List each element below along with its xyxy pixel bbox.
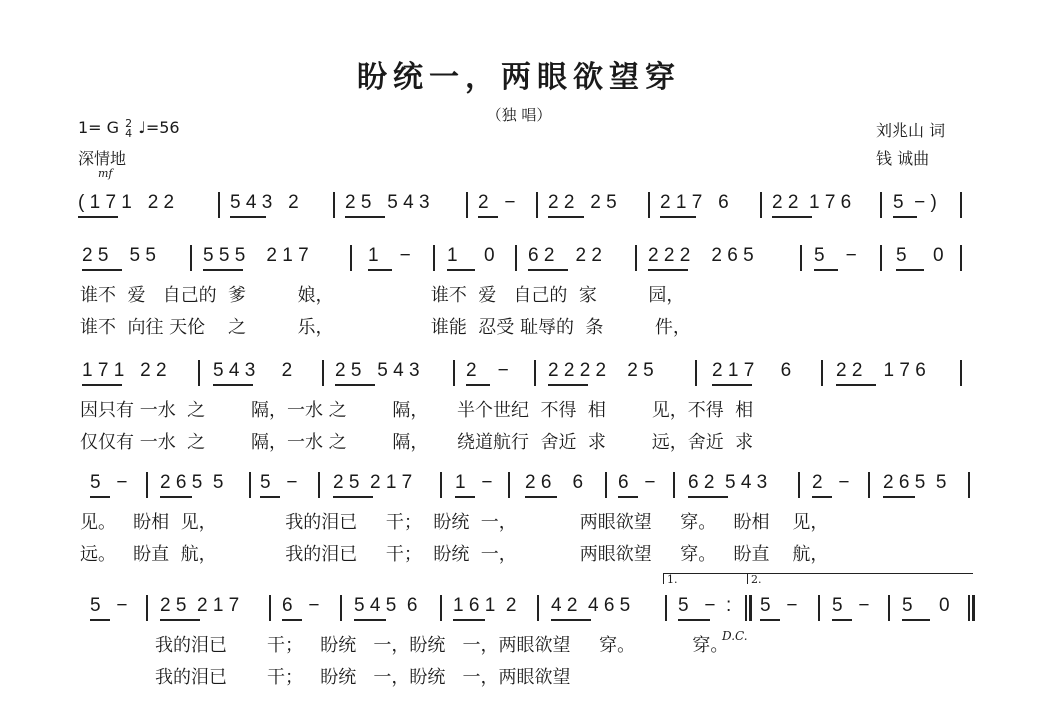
measure: 2 − — [466, 360, 509, 381]
eighth-underline — [282, 619, 302, 621]
lyric-verse-2: 仅仅有 一水 之 隔，一水 之 隔， 绕道航行 舍近 求 远，舍近 求 — [80, 432, 754, 453]
eighth-underline — [333, 496, 373, 498]
composer-credit: 钱 诚曲 — [876, 149, 930, 168]
barline — [515, 245, 517, 271]
dynamic-marking: mf — [98, 167, 113, 180]
measure: 5 0 — [902, 595, 950, 616]
barline — [648, 192, 650, 218]
volta-bracket: 1. — [663, 573, 749, 584]
barline — [146, 595, 148, 621]
measure: 2 − — [812, 472, 850, 493]
volta-bracket: 2. — [747, 573, 973, 584]
measure: 1 0 — [447, 245, 495, 266]
measure: 2 5 5 4 3 — [345, 192, 430, 213]
barline — [318, 472, 320, 498]
measure: 6 − — [282, 595, 320, 616]
eighth-underline — [335, 384, 375, 386]
measure: 4 2 4 6 5 — [551, 595, 631, 616]
barline — [968, 472, 970, 498]
eighth-underline — [814, 269, 838, 271]
barline — [968, 595, 970, 621]
measure: 2 2 2 5 — [548, 192, 617, 213]
barline — [798, 472, 800, 498]
key-signature: 1= G — [78, 118, 120, 137]
barline — [749, 595, 752, 621]
eighth-underline — [478, 216, 498, 218]
measure: 1 6 1 2 — [453, 595, 517, 616]
eighth-underline — [368, 269, 392, 271]
barline — [190, 245, 192, 271]
barline — [821, 360, 823, 386]
eighth-underline — [354, 619, 386, 621]
eighth-underline — [528, 269, 568, 271]
barline — [340, 595, 342, 621]
key-tempo — [78, 118, 180, 139]
measure: 2 2 1 7 6 — [836, 360, 926, 381]
barline — [433, 245, 435, 271]
measure: 2 5 2 1 7 — [333, 472, 413, 493]
measure: 5 − — [832, 595, 870, 616]
barline — [760, 192, 762, 218]
eighth-underline — [772, 216, 812, 218]
eighth-underline — [883, 496, 915, 498]
measure: 5 − — [760, 595, 798, 616]
barline — [218, 192, 220, 218]
measure: 5 4 3 2 — [213, 360, 293, 381]
measure: 2 2 2 2 2 5 — [548, 360, 654, 381]
eighth-underline — [836, 384, 876, 386]
eighth-underline — [453, 619, 485, 621]
measure: 2 6 5 5 — [883, 472, 947, 493]
barline — [800, 245, 802, 271]
measure: 1 − — [455, 472, 493, 493]
barline — [605, 472, 607, 498]
eighth-underline — [548, 216, 584, 218]
eighth-underline — [82, 269, 122, 271]
lyric-verse-1: 因只有 一水 之 隔，一水 之 隔， 半个世纪 不得 相 见，不得 相 — [80, 400, 754, 421]
barline — [440, 595, 442, 621]
barline — [198, 360, 200, 386]
measure: 2 5 5 5 — [82, 245, 156, 266]
measure: 1 − — [368, 245, 411, 266]
barline — [868, 472, 870, 498]
eighth-underline — [213, 384, 253, 386]
barline — [972, 595, 975, 621]
eighth-underline — [345, 216, 385, 218]
lyric-verse-2: 远。 盼直 航， 我的泪已 干； 盼统 一， 两眼欲望 穿。 盼直 航， — [80, 544, 829, 565]
eighth-underline — [893, 216, 917, 218]
eighth-underline — [160, 496, 192, 498]
measure: 2 1 7 6 — [660, 192, 729, 213]
barline — [960, 360, 962, 386]
barline — [350, 245, 352, 271]
eighth-underline — [90, 619, 110, 621]
eighth-underline — [90, 496, 110, 498]
measure: 2 5 5 4 3 — [335, 360, 420, 381]
measure: 5 5 5 2 1 7 — [203, 245, 309, 266]
eighth-underline — [618, 496, 638, 498]
barline — [269, 595, 271, 621]
barline — [322, 360, 324, 386]
measure: 5 − ) — [893, 192, 937, 213]
measure: 6 2 2 2 — [528, 245, 602, 266]
measure: 5 − — [260, 472, 298, 493]
barline — [888, 595, 890, 621]
eighth-underline — [712, 384, 752, 386]
eighth-underline — [525, 496, 557, 498]
barline — [673, 472, 675, 498]
eighth-underline — [447, 269, 475, 271]
eighth-underline — [160, 619, 200, 621]
eighth-underline — [203, 269, 243, 271]
barline — [745, 595, 747, 621]
measure: 6 2 5 4 3 — [688, 472, 768, 493]
eighth-underline — [648, 269, 688, 271]
measure: ( 1 7 1 2 2 — [78, 192, 175, 213]
barline — [960, 245, 962, 271]
barline — [534, 360, 536, 386]
measure: 5 − — [90, 472, 128, 493]
barline — [249, 472, 251, 498]
eighth-underline — [678, 619, 710, 621]
song-title: 盼统一，两眼欲望穿 — [357, 60, 681, 95]
eighth-underline — [466, 384, 490, 386]
barline — [536, 192, 538, 218]
lyric-verse-1: 见。 盼相 见， 我的泪已 干； 盼统 一， 两眼欲望 穿。 盼相 见， — [80, 512, 829, 533]
measure: 2 2 2 2 6 5 — [648, 245, 754, 266]
measure: 2 2 1 7 6 — [772, 192, 852, 213]
barline — [440, 472, 442, 498]
measure: 5 − — [90, 595, 128, 616]
barline — [635, 245, 637, 271]
lyricist-credit: 刘兆山 词 — [876, 121, 946, 140]
da-capo-marking: D.C. — [722, 629, 748, 643]
barline — [453, 360, 455, 386]
eighth-underline — [902, 619, 930, 621]
measure: 5 − : — [678, 595, 732, 616]
lyric-verse-2: 我的泪已 干； 盼统 一，盼统 一，两眼欲望 — [155, 667, 571, 688]
eighth-underline — [548, 384, 588, 386]
measure: 2 6 6 — [525, 472, 584, 493]
eighth-underline — [551, 619, 591, 621]
barline — [695, 360, 697, 386]
measure: 5 4 5 6 — [354, 595, 418, 616]
barline — [960, 192, 962, 218]
time-signature: 2 4 — [125, 116, 133, 140]
measure: 5 − — [814, 245, 857, 266]
performance-type: （独 唱） — [486, 106, 552, 124]
eighth-underline — [688, 496, 728, 498]
lyric-verse-1: 我的泪已 干； 盼统 一，盼统 一，两眼欲望 穿。 穿。 — [155, 635, 729, 656]
eighth-underline — [82, 384, 122, 386]
barline — [818, 595, 820, 621]
barline — [508, 472, 510, 498]
eighth-underline — [260, 496, 280, 498]
barline — [880, 245, 882, 271]
measure: 2 5 2 1 7 — [160, 595, 240, 616]
lyric-verse-1: 谁不 爱 自己的 爹 娘， 谁不 爱 自己的 家 园， — [80, 285, 685, 306]
barline — [880, 192, 882, 218]
eighth-underline — [832, 619, 852, 621]
measure: 1 7 1 2 2 — [82, 360, 167, 381]
eighth-underline — [78, 216, 118, 218]
lyric-verse-2: 谁不 向往 天伦 之 乐， 谁能 忍受 耻辱的 条 件， — [80, 317, 691, 338]
measure: 2 1 7 6 — [712, 360, 792, 381]
eighth-underline — [455, 496, 475, 498]
barline — [537, 595, 539, 621]
measure: 2 6 5 5 — [160, 472, 224, 493]
eighth-underline — [896, 269, 924, 271]
measure: 5 0 — [896, 245, 944, 266]
eighth-underline — [230, 216, 266, 218]
tempo-marking: ♩=56 — [138, 118, 180, 137]
barline — [333, 192, 335, 218]
eighth-underline — [660, 216, 696, 218]
measure: 6 − — [618, 472, 656, 493]
barline — [665, 595, 667, 621]
expression-marking: 深情地 — [78, 149, 127, 168]
barline — [146, 472, 148, 498]
measure: 2 − — [478, 192, 516, 213]
eighth-underline — [760, 619, 780, 621]
eighth-underline — [812, 496, 832, 498]
measure: 5 4 3 2 — [230, 192, 299, 213]
barline — [466, 192, 468, 218]
